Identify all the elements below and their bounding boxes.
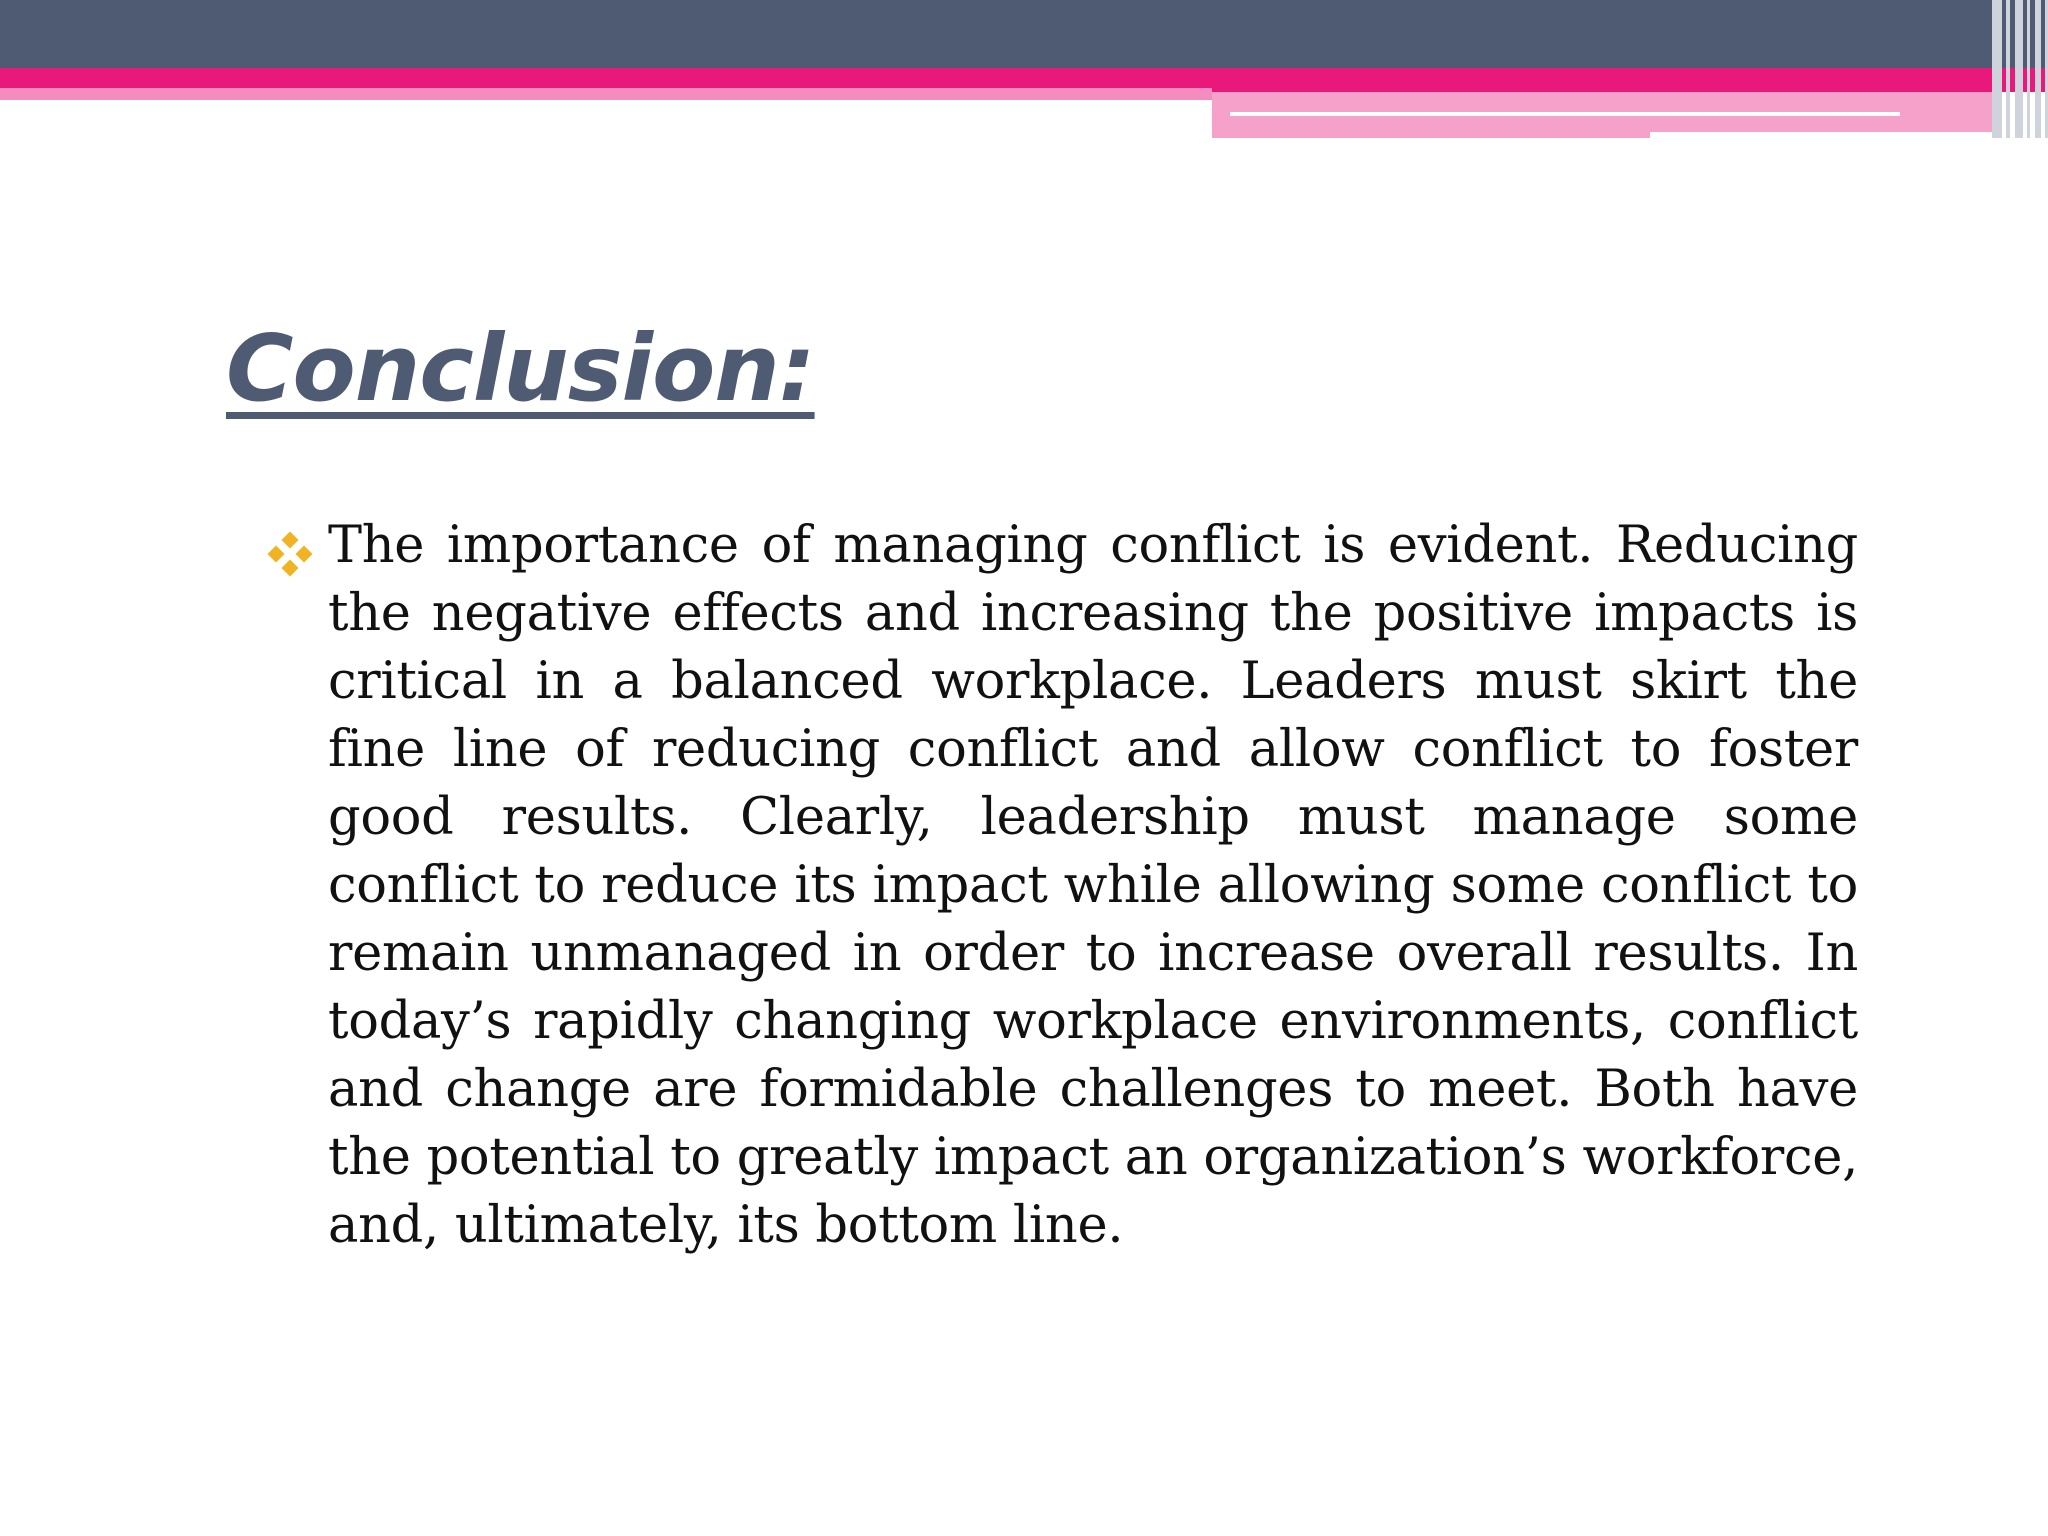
slide-title: Conclusion: — [226, 315, 815, 422]
header-slate-bar — [0, 0, 2048, 68]
corner-stripes — [1992, 0, 2048, 138]
diamond-bullet-icon — [268, 532, 312, 576]
header-right-white-notch — [1650, 132, 1992, 138]
bullet-text: The importance of managing conflict is evident. Reducing the negative effects and increasing the positive impacts is critical in a balanced workplace. Leaders must skirt the fine line of reducing conflict and allow conflict to foster good results. Clearly, leadership must manage some conflict to reduce its impact while allowing some conflict to remain unmanaged in order to increase overall results. In today’s rapidly changing workplace environments, conflict and change are formidable challenges to meet. Both have the potential to greatly impact an organization’s workforce, and, ultimately, its bottom line. — [328, 516, 1858, 1255]
header-pink-stripe — [0, 88, 1212, 100]
bullet-item — [268, 512, 1858, 1260]
header-right-white-line — [1230, 112, 1900, 116]
